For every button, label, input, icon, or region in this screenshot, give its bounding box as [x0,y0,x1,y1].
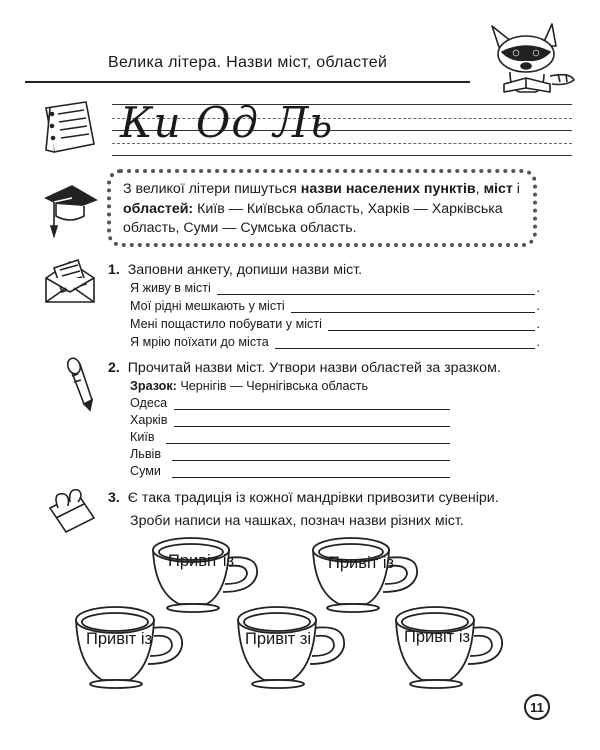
exercise-3-instruction: 3. Є така традиція із кожної мандрівки привозити сувеніри. Зроби написи на чашках, познач назви різних міст. [108,490,499,529]
answer-line[interactable] [328,319,535,331]
page-number: 11 [524,694,550,720]
exercise-1-instruction: 1. Заповни анкету, допиши назви міст. [108,262,363,278]
cup-label[interactable]: Привіт із [328,554,395,572]
exercise-2-row: Одеса [130,396,450,410]
exercise-2-example: Зразок: Чернігів — Чернігівська область [130,379,369,393]
exercise-2-row: Харків [130,413,450,427]
exercise-2-row: Львів [130,447,450,461]
exercise-1-row: Мені пощастило побувати у місті . [130,317,540,331]
answer-line[interactable] [166,432,450,444]
cursive-letters: Ки Од Ль [120,98,334,147]
envelope-icon [40,256,100,306]
answer-line[interactable] [275,337,535,349]
cup-label[interactable]: Привіт зі [245,630,312,648]
cup-label[interactable]: Привіт із [404,628,471,646]
cup-label[interactable]: Привіт із [86,630,153,648]
notebook-icon [38,98,100,156]
graduation-cap-icon [42,180,98,238]
exercise-2-row: Київ [130,430,450,444]
exercise-2-instruction: 2. Прочитай назви міст. Утвори назви областей за зразком. [108,360,501,376]
pen-icon [58,356,102,414]
answer-line[interactable] [172,466,450,478]
cup-label[interactable]: Привіт із [168,552,235,570]
answer-line[interactable] [172,449,450,461]
raccoon-reading-icon [470,16,580,96]
answer-line[interactable] [217,283,535,295]
answer-line[interactable] [174,415,450,427]
exercise-1-row: Я живу в місті . [130,281,540,295]
exercise-2-row: Суми [130,464,450,478]
answer-line[interactable] [174,398,450,410]
answer-line[interactable] [291,301,535,313]
exercise-1-row: Я мрію поїхати до міста . [130,335,540,349]
title-underline [25,81,470,83]
exercise-1-row: Мої рідні мешкають у місті . [130,299,540,313]
binder-clip-icon [44,488,100,538]
page-title: Велика літера. Назви міст, областей [108,54,388,71]
rule-box: З великої літери пишуться назви населених пунктів, міст і областей: Київ — Київська область, Харків — Харківська область, Суми — Сумська область. [107,169,537,247]
